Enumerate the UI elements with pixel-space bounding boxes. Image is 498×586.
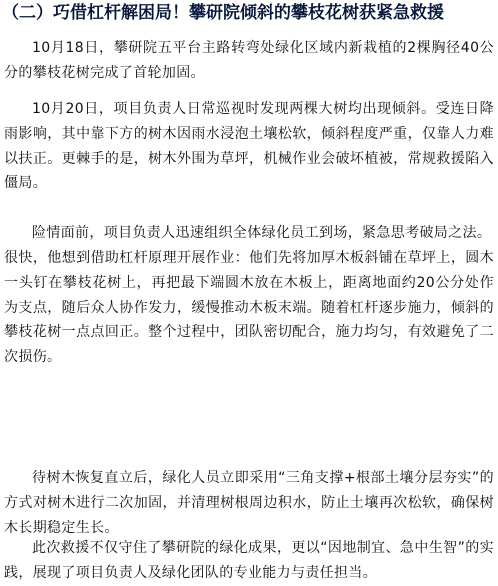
paragraph-tree-tilt-discovery: 10月20日，项目负责人日常巡视时发现两棵大树均出现倾斜。受连日降雨影响，其中靠下方的树木因雨水浸泡土壤松软，倾斜程度严重，仅靠人力难以扶正。更棘手的是，树木外围为草坪，机械作业会破坏植被，常规救援陷入僵局。 [4,101,494,192]
paragraph-rescue-summary: 此次救援不仅守住了攀研院的绿化成果，更以“因地制宜、急中生智”的实践，展现了项目负责人及绿化团队的专业能力与责任担当。 [4,540,494,581]
paragraph-emergency-response: 险情面前，项目负责人迅速组织全体绿化员工到场，紧急思考破局之法。 [32,225,492,241]
paragraph-secondary-reinforcement: 待树木恢复直立后，绿化人员立即采用“三角支撑+根部土壤分层夯实”的方式对树木进行二次加固，并清理树根周边积水，防止土壤再次松软，确保树木长期稳定生长。 [4,470,494,536]
paragraph-first-reinforcement: 10月18日，攀研院五平台主路转弯处绿化区域内新栽植的2棵胸径40公分的攀枝花树完成了首轮加固。 [4,40,494,81]
section-title: （二）巧借杠杆解困局！攀研院倾斜的攀枝花树获紧急救援 [2,3,444,23]
paragraph-lever-solution: 很快，他想到借助杠杆原理开展作业：他们先将加厚木板斜铺在草坪上，圆木一头钉在攀枝花树上，再把最下端圆木放在木板上，距离地面约20公分处作为支点，随后众人协作发力，缓慢推动木板末端。随着杠杆逐步施力，倾斜的攀枝花树一点点回正。整个过程中，团队密切配合，施力均匀，有效避免了二次损伤。 [4,250,494,366]
